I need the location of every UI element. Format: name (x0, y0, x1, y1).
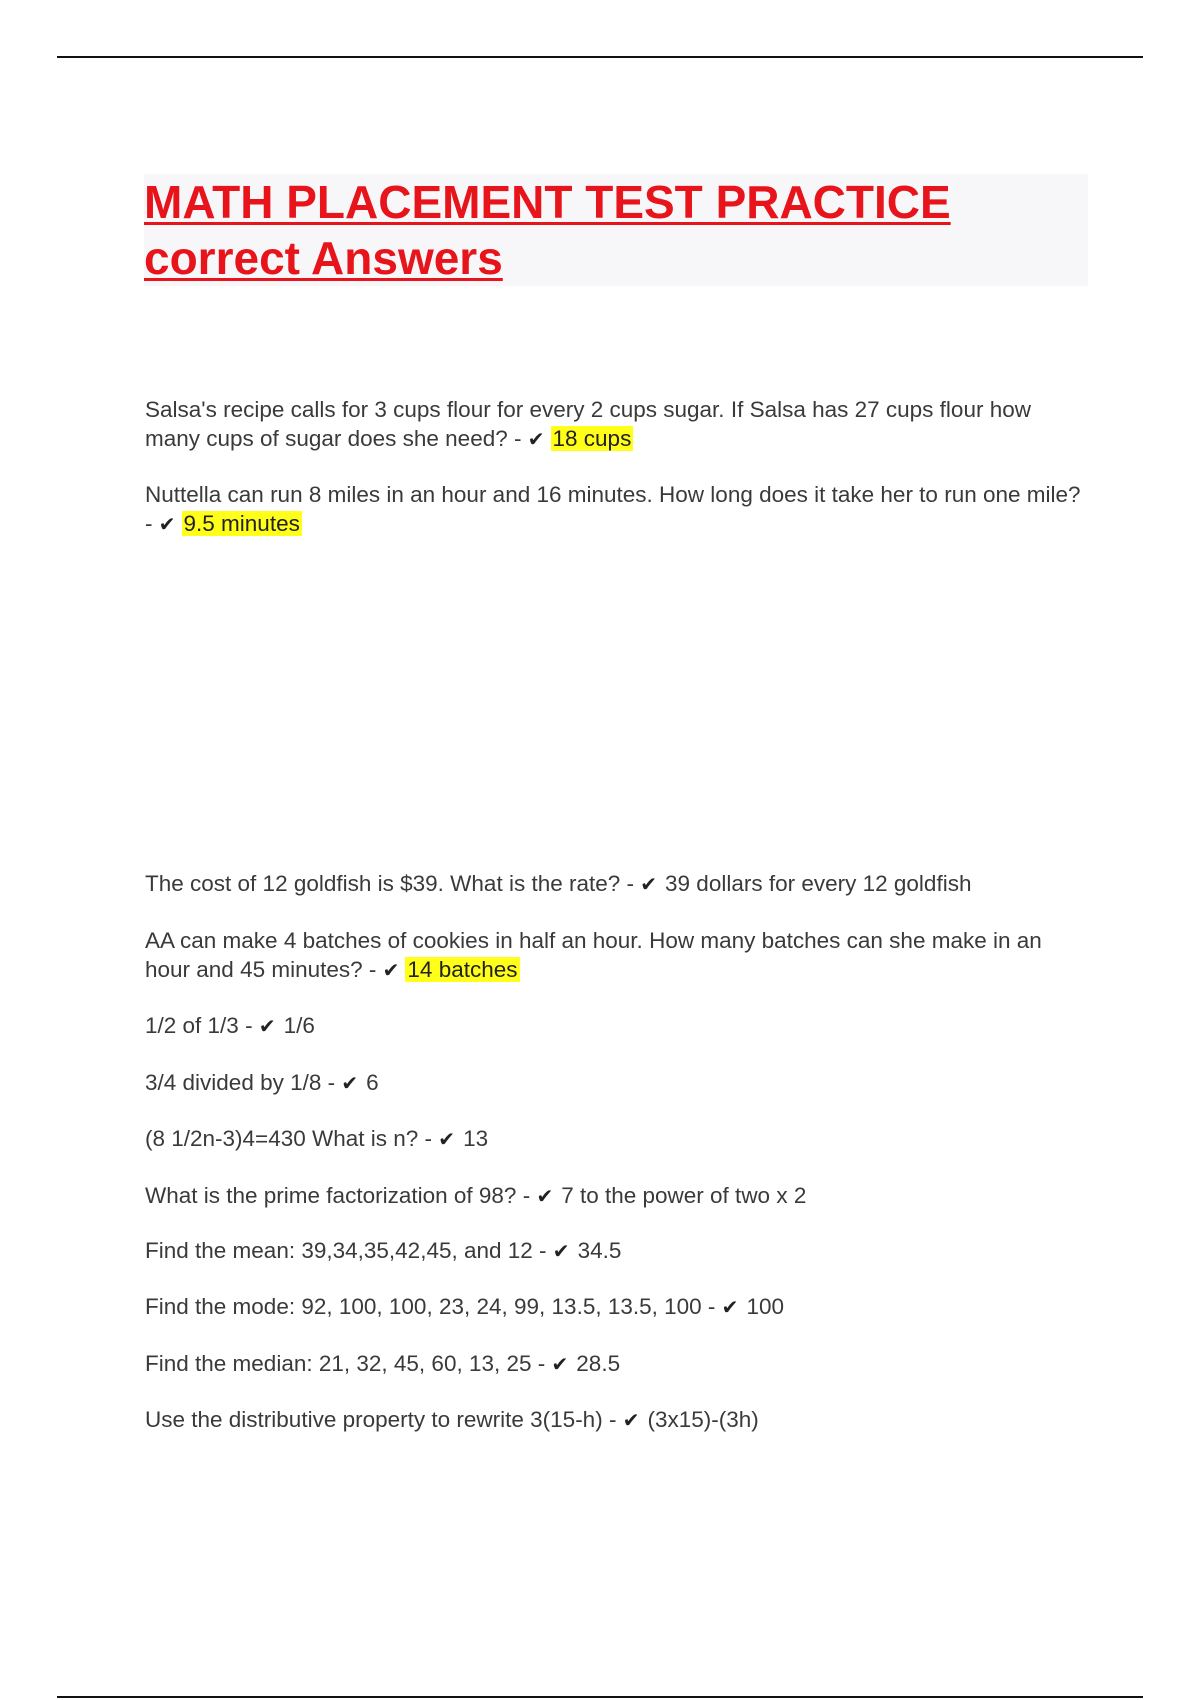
separator: - (531, 1351, 552, 1376)
question-text: Find the median: 21, 32, 45, 60, 13, 25 (145, 1351, 532, 1376)
separator: - (620, 871, 641, 896)
checkmark-icon: ✔ (640, 872, 658, 896)
answer-text: 100 (746, 1294, 784, 1319)
footer-rule (57, 1696, 1143, 1698)
checkmark-icon: ✔ (438, 1127, 456, 1151)
question-text: What is the prime factorization of 98? (145, 1183, 517, 1208)
answer-text: 6 (366, 1070, 379, 1095)
question-text: 1/2 of 1/3 (145, 1013, 239, 1038)
checkmark-icon: ✔ (622, 1408, 640, 1432)
separator: - (238, 1013, 259, 1038)
question-text: Nuttella can run 8 miles in an hour and 16 minutes. How long does it take her to run one mile? (145, 482, 1081, 507)
qa-item (145, 1349, 1090, 1379)
separator: - (145, 511, 159, 536)
question-text: AA can make 4 batches of cookies in half an hour. How many batches can she make in an hour and 45 minutes? (145, 928, 1042, 982)
checkmark-icon: ✔ (527, 427, 545, 451)
separator: - (516, 1183, 537, 1208)
qa-item (145, 869, 1090, 899)
document-title-line-2: correct Answers (144, 232, 503, 284)
qa-item (145, 926, 1090, 985)
document-title-line-1: MATH PLACEMENT TEST PRACTICE (144, 176, 951, 228)
answer-text: 7 to the power of two x 2 (561, 1183, 807, 1208)
checkmark-icon: ✔ (382, 958, 400, 982)
answer-text: 34.5 (577, 1238, 622, 1263)
qa-item (145, 1124, 1090, 1154)
separator: - (602, 1407, 623, 1432)
question-text: (8 1/2n-3)4=430 What is n? (145, 1126, 419, 1151)
checkmark-icon: ✔ (158, 512, 176, 536)
separator: - (362, 957, 383, 982)
question-text: Use the distributive property to rewrite 3(15-h) (145, 1407, 603, 1432)
qa-item (145, 1405, 1090, 1435)
qa-item (145, 395, 1090, 454)
question-text: Find the mean: 39,34,35,42,45, and 12 (145, 1238, 533, 1263)
header-rule (57, 56, 1143, 58)
answer-text: 18 cups (552, 426, 632, 451)
separator: - (532, 1238, 553, 1263)
answer-text: 28.5 (576, 1351, 621, 1376)
qa-item (145, 1181, 1090, 1211)
checkmark-icon: ✔ (552, 1239, 570, 1263)
answer-text: 9.5 minutes (183, 511, 300, 536)
checkmark-icon: ✔ (721, 1295, 739, 1319)
qa-item (145, 1068, 1090, 1098)
separator: - (507, 426, 528, 451)
answer-text: 39 dollars for every 12 goldfish (665, 871, 972, 896)
answer-text: 1/6 (283, 1013, 315, 1038)
qa-item (145, 1292, 1090, 1322)
checkmark-icon: ✔ (536, 1184, 554, 1208)
title-block (144, 174, 1088, 286)
checkmark-icon: ✔ (551, 1352, 569, 1376)
question-text: Find the mode: 92, 100, 100, 23, 24, 99, 13.5, 13.5, 100 (145, 1294, 702, 1319)
question-text: Salsa's recipe calls for 3 cups flour for every 2 cups sugar. If Salsa has 27 cups flour how many cups of sugar does she need? (145, 397, 1031, 451)
checkmark-icon: ✔ (258, 1014, 276, 1038)
answer-text: 13 (463, 1126, 489, 1151)
qa-item (145, 1011, 1090, 1041)
separator: - (321, 1070, 342, 1095)
qa-item (145, 1236, 1090, 1266)
checkmark-icon: ✔ (341, 1071, 359, 1095)
question-text: The cost of 12 goldfish is $39. What is the rate? (145, 871, 621, 896)
answer-text: 14 batches (407, 957, 518, 982)
qa-item (145, 480, 1090, 539)
separator: - (701, 1294, 722, 1319)
separator: - (418, 1126, 439, 1151)
question-text: 3/4 divided by 1/8 (145, 1070, 322, 1095)
answer-text: (3x15)-(3h) (647, 1407, 759, 1432)
